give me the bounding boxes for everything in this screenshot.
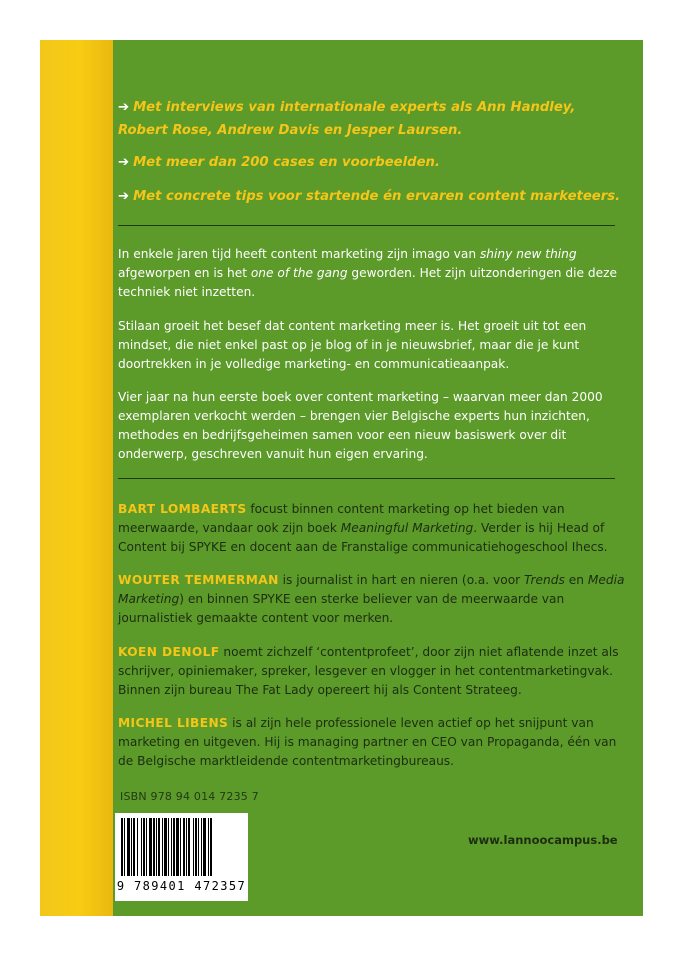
barcode-bar — [121, 818, 123, 876]
author-bio-michel: MICHEL LIBENS is al zijn hele professionele leven actief op het snijpunt van marketing en uitgeven. Hij is managing partner en CEO van Propaganda, één van de Belgische marktleidende contentmarketingbureaus. — [118, 716, 617, 768]
barcode-bar — [137, 818, 138, 876]
arrow-icon: ➔ — [118, 155, 130, 170]
author-name: WOUTER TEMMERMAN — [118, 573, 279, 587]
barcode-bar — [153, 818, 155, 876]
barcode-bar — [127, 818, 130, 876]
barcode-bar — [162, 818, 163, 876]
barcode-bar — [210, 818, 212, 876]
barcode-bar — [131, 818, 132, 876]
isbn-number: ISBN 978 94 014 7235 7 — [120, 790, 259, 803]
highlight-bullet-tips — [118, 185, 628, 208]
intro-paragraph-3: Vier jaar na hun eerste boek over content marketing – waarvan meer dan 2000 exemplaren verkocht werden – brengen vier Belgische experts hun inzichten, methodes en bedrijfsgeheimen samen voor een nieuw basiswerk over dit onderwerp, geschreven vanuit hun eigen ervaring. — [118, 390, 603, 461]
barcode-bar — [171, 818, 172, 876]
barcode-bar — [183, 818, 185, 876]
author-name: BART LOMBAERTS — [118, 502, 247, 516]
barcode-bar — [195, 818, 197, 876]
barcode-bar — [141, 818, 142, 876]
barcode-bar — [180, 818, 181, 876]
barcode-bar — [188, 818, 190, 876]
barcode — [115, 813, 248, 901]
intro-paragraph-2: Stilaan groeit het besef dat content marketing meer is. Het groeit uit tot een mindset, die niet enkel past op je blog of in je nieuwsbrief, maar die je kunt doortrekken in je volledige marketing- en communicatieaanpak. — [118, 319, 587, 371]
barcode-digits: 9 789401 472357 — [116, 879, 247, 893]
divider — [118, 478, 615, 479]
yellow-spine-strip — [40, 40, 113, 916]
highlight-bullet-cases — [118, 151, 628, 174]
barcode-bar — [203, 818, 206, 876]
author-bio-wouter: WOUTER TEMMERMAN is journalist in hart en nieren (o.a. voor Trends en Media Marketing) en binnen SPYKE een sterke believer van de meerwaarde van journalistiek gemaakte content voor merken. — [118, 573, 625, 625]
barcode-bar — [156, 818, 157, 876]
barcode-bars — [121, 818, 242, 876]
barcode-bar — [143, 818, 145, 876]
barcode-bar — [149, 818, 152, 876]
bullet-text: Met interviews van internationale experts als Ann Handley, Robert Rose, Andrew Davis en Jesper Laursen. — [118, 100, 576, 138]
barcode-bar — [173, 818, 175, 876]
barcode-bar — [201, 818, 202, 876]
barcode-bar — [146, 818, 147, 876]
intro-paragraph-1: In enkele jaren tijd heeft content marketing zijn imago van shiny new thing afgeworpen en is het one of the gang geworden. Het zijn uitzonderingen die deze techniek niet inzetten. — [118, 247, 617, 299]
author-name: KOEN DENOLF — [118, 645, 220, 659]
bullet-text: Met concrete tips voor startende én ervaren content marketeers. — [133, 189, 621, 204]
publisher-website: www.lannoocampus.be — [468, 833, 618, 847]
barcode-bar — [158, 818, 160, 876]
barcode-bar — [168, 818, 169, 876]
highlight-bullet-interviews — [118, 96, 628, 142]
arrow-icon: ➔ — [118, 100, 130, 115]
barcode-bar — [124, 818, 125, 876]
bullet-text: Met meer dan 200 cases en voorbeelden. — [133, 155, 440, 170]
barcode-bar — [133, 818, 135, 876]
arrow-icon: ➔ — [118, 189, 130, 204]
back-cover — [40, 40, 643, 916]
divider — [118, 225, 615, 226]
author-bio-bart: BART LOMBAERTS focust binnen content marketing op het bieden van meerwaarde, vandaar ook zijn boek Meaningful Marketing. Verder is hij Head of Content bij SPYKE en docent aan de Franstalige communicatiehogeschool Ihecs. — [118, 502, 608, 554]
barcode-bar — [193, 818, 194, 876]
author-bio-koen: KOEN DENOLF noemt zichzelf ‘contentprofeet’, door zijn niet aflatende inzet als schrijver, opiniemaker, spreker, lesgever en vlogger in het contentmarketingvak. Binnen zijn bureau The Fat Lady opereert hij als Content Strateeg. — [118, 645, 619, 697]
author-name: MICHEL LIBENS — [118, 716, 229, 730]
barcode-bar — [198, 818, 199, 876]
barcode-bar — [186, 818, 187, 876]
barcode-bar — [176, 818, 179, 876]
barcode-bar — [164, 818, 167, 876]
barcode-bar — [208, 818, 209, 876]
